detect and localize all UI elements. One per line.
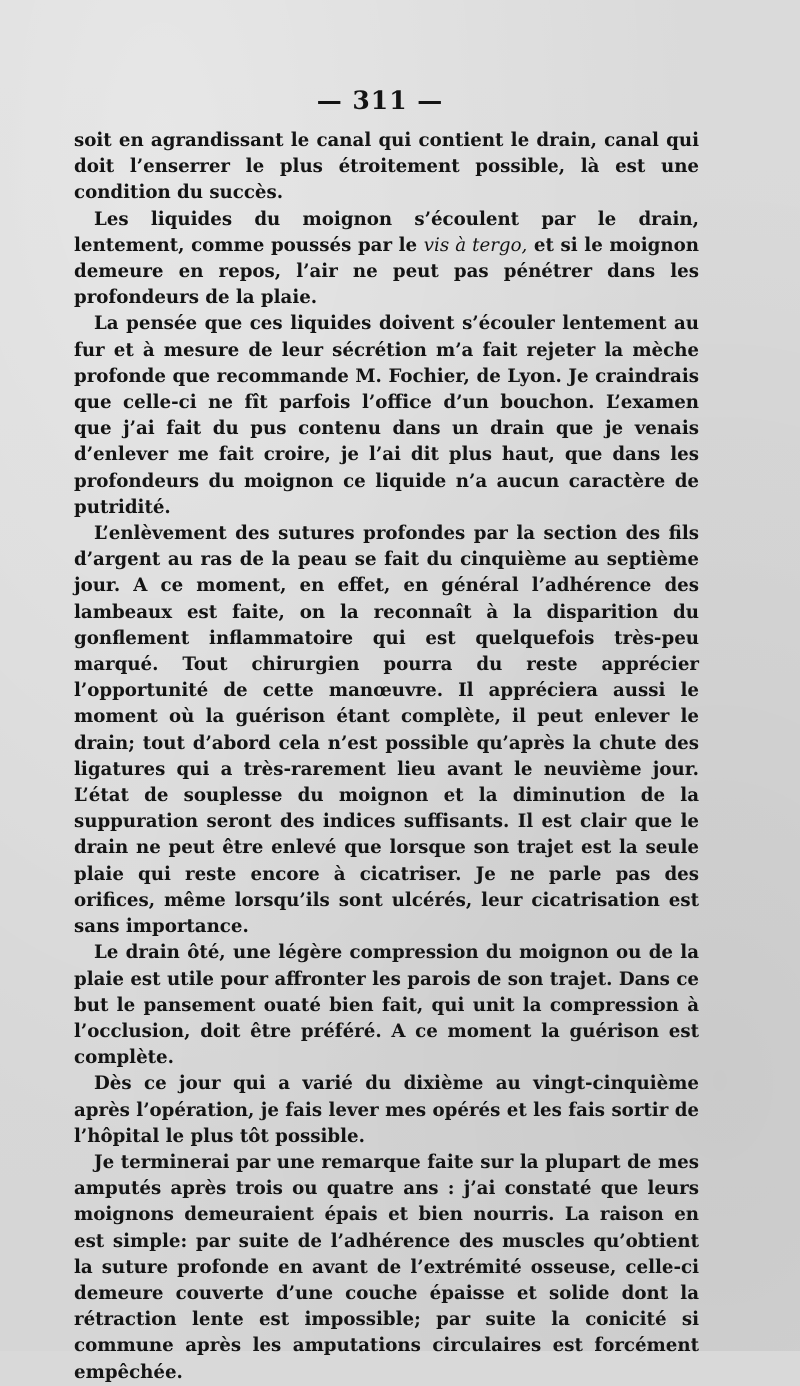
paragraph-1	[74, 128, 699, 207]
latin-phrase: vis à tergo,	[423, 234, 528, 256]
paragraph-5-text: Le drain ôté, une légère compression du moignon ou de la plaie est utile pour affronter les parois de son trajet. Dans ce but le pansement ouaté bien fait, qui unit la compression à l’occlusion, doit être préféré. A ce moment la guérison est complète.	[74, 942, 699, 1069]
paragraph-4-text: L’enlèvement des sutures profondes par la section des fils d’argent au ras de la peau se fait du cinquième au septième jour. A ce moment, en effet, en général l’adhérence des lambeaux est faite, on la reconnaît à la disparition du gonflement inflammatoire qui est quelquefois très-peu marqué. Tout chirurgien pourra du reste apprécier l’opportunité de cette manœuvre. Il appréciera aussi le moment où la guérison étant complète, il peut enlever le drain; tout d’abord cela n’est possible qu’après la chute des ligatures qui a très-rarement lieu avant le neuvième jour. L’état de souplesse du moignon et la diminution de la suppuration seront des indices suffisants. Il est clair que le drain ne peut être enlevé que lorsque son trajet est la seule plaie qui reste encore à cicatriser. Je ne parle pas des orifices, même lorsqu’ils sont ulcérés, leur cicatrisation est sans importance.	[74, 523, 699, 938]
paragraph-2-text-start: Les liquides du moignon s’écoulent par le drain, lentement, comme poussés par le	[74, 208, 699, 256]
paragraph-5	[74, 940, 699, 1071]
page-number: — 311 —	[316, 86, 444, 115]
body-text	[74, 128, 699, 1386]
paragraph-4	[74, 521, 699, 940]
paragraph-7-text: Je terminerai par une remarque faite sur la plupart de mes amputés après trois ou quatre ans : j’ai constaté que leurs moignons demeuraient épais et bien nourris. La raison en est simple: par suite de l’adhérence des muscles qu’obtient la suture profonde en avant de l’extrémité osseuse, celle-ci demeure couverte d’une couche épaisse et solide dont la rétraction lente est impossible; par suite la conicité si commune après les amputations circulaires est forcément empêchée.	[74, 1151, 699, 1383]
paragraph-6	[74, 1071, 699, 1150]
paragraph-3-text: La pensée que ces liquides doivent s’écouler lentement au fur et à mesure de leur sécrétion m’a fait rejeter la mèche profonde que recommande M. Fochier, de Lyon. Je craindrais que celle-ci ne fît parfois l’office d’un bouchon. L’examen que j’ai fait du pus contenu dans un drain que je venais d’enlever me fait croire, je l’ai dit plus haut, que dans les profondeurs du moignon ce liquide n’a aucun caractère de putridité.	[74, 313, 699, 518]
paragraph-3	[74, 311, 699, 521]
paragraph-6-text: Dès ce jour qui a varié du dixième au vingt-cinquième après l’opération, je fais lever mes opérés et les fais sortir de l’hôpital le plus tôt possible.	[74, 1073, 699, 1147]
paragraph-7	[74, 1150, 699, 1386]
paragraph-2	[74, 207, 699, 312]
paragraph-1-text: soit en agrandissant le canal qui contient le drain, canal qui doit l’enserrer le plus étroitement possible, là est une condition du succès.	[74, 130, 699, 204]
paragraph-2-text-end: et si le moignon demeure en repos, l’air ne peut pas pénétrer dans les profondeurs de la plaie.	[74, 234, 699, 309]
